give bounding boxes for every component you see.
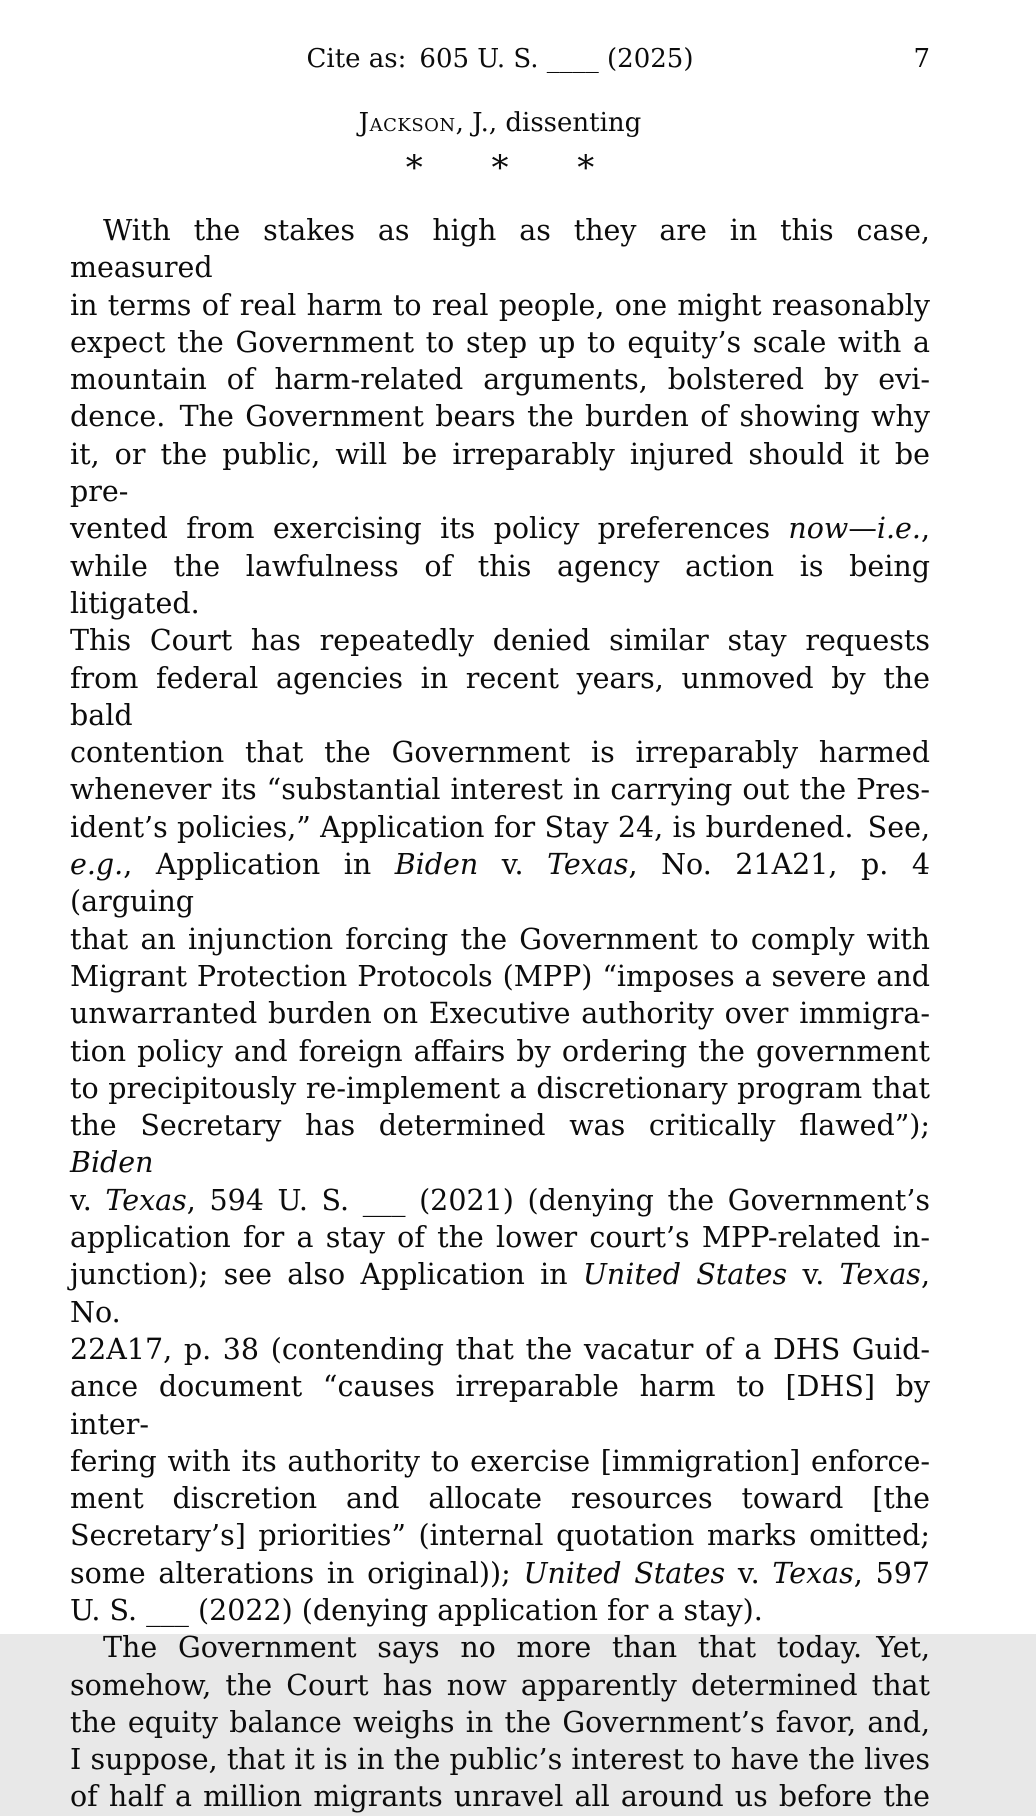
text: — xyxy=(848,512,877,546)
italic-text: United States xyxy=(582,1258,788,1292)
running-head xyxy=(70,42,930,76)
body-line xyxy=(70,660,930,735)
text: some alterations in original)); xyxy=(70,1556,524,1590)
text: somehow, the Court has now apparently determined that xyxy=(70,1668,930,1702)
italic-text: Texas xyxy=(839,1258,921,1292)
text: v. xyxy=(70,1183,106,1217)
text: dence. The Government bears the burden of showing why xyxy=(70,400,930,434)
text: vented from exercising its policy preferences xyxy=(70,512,789,546)
author-name: Jackson xyxy=(358,108,456,138)
body-line xyxy=(70,809,930,846)
text: With the stakes as high as they are in this case, measured xyxy=(70,214,930,285)
text: 22A17, p. 38 (contending that the vacatur of a DHS Guid- xyxy=(70,1332,930,1366)
text: I suppose, that it is in the public’s interest to have the lives xyxy=(70,1743,930,1777)
text: expect the Government to step up to equity’s scale with a xyxy=(70,325,930,359)
text: junction); see also Application in xyxy=(70,1258,583,1292)
text: , No. 21A21, p. 4 (arguing xyxy=(70,848,930,919)
body-line xyxy=(70,212,930,287)
opinion-body xyxy=(70,212,930,1816)
paragraph xyxy=(70,1629,930,1815)
section-break-stars: * * * xyxy=(405,148,595,188)
text: v. xyxy=(725,1556,773,1590)
text: ment discretion and allocate resources toward [the xyxy=(70,1482,930,1516)
body-line xyxy=(70,510,930,547)
italic-text: Texas xyxy=(105,1183,187,1217)
italic-text: now xyxy=(788,512,849,546)
body-line xyxy=(70,324,930,361)
text: unwarranted burden on Executive authority over immigra- xyxy=(70,997,930,1031)
body-line xyxy=(70,1704,930,1741)
body-line xyxy=(70,1592,930,1629)
body-line xyxy=(70,1033,930,1070)
text: Migrant Protection Protocols (MPP) “imposes a severe and xyxy=(70,959,930,993)
text: , xyxy=(920,512,930,546)
body-line xyxy=(70,1741,930,1778)
text: Secretary’s] priorities” (internal quotation marks omitted; xyxy=(70,1519,930,1553)
body-line xyxy=(70,398,930,435)
body-line xyxy=(70,548,930,623)
text: to precipitously re-implement a discretionary program that xyxy=(70,1071,930,1105)
text: , 594 U. S. ___ (2021) (denying the Government’s xyxy=(186,1183,931,1217)
text: it, or the public, will be irreparably injured should it be pre- xyxy=(70,437,930,509)
body-line xyxy=(70,1555,930,1592)
text: , Application in xyxy=(123,848,395,882)
italic-text: Texas xyxy=(772,1556,854,1590)
text: ident’s policies,” Application for Stay 24, is burdened. See, xyxy=(70,810,930,844)
body-line xyxy=(70,1368,930,1443)
text: fering with its authority to exercise [immigration] enforce- xyxy=(70,1444,930,1478)
paragraph xyxy=(70,212,930,1629)
text: , No. xyxy=(70,1258,930,1329)
text: tion policy and foreign affairs by ordering the government xyxy=(70,1034,930,1068)
body-line xyxy=(70,995,930,1032)
italic-text: e.g. xyxy=(70,848,124,882)
text: contention that the Government is irreparably harmed xyxy=(70,736,930,770)
opinion-author-line xyxy=(70,106,930,140)
text: the Secretary has determined was critically flawed”); xyxy=(70,1109,930,1143)
body-line xyxy=(70,1629,930,1666)
text: U. S. ___ (2022) (denying application for a stay). xyxy=(70,1593,763,1627)
body-line xyxy=(70,1070,930,1107)
italic-text: Biden xyxy=(70,1146,154,1180)
body-line xyxy=(70,287,930,324)
text: while the lawfulness of this agency action is being litigated. xyxy=(70,549,930,620)
body-line xyxy=(70,1517,930,1554)
text: mountain of harm-related arguments, bolstered by evi- xyxy=(70,363,930,397)
body-line xyxy=(70,846,930,921)
text: from federal agencies in recent years, unmoved by the bald xyxy=(70,661,930,732)
body-line xyxy=(70,1107,930,1182)
body-line xyxy=(70,1219,930,1256)
body-line xyxy=(70,436,930,511)
text: application for a stay of the lower court’s MPP-related in- xyxy=(70,1221,930,1255)
italic-text: United States xyxy=(523,1556,726,1590)
italic-text: i.e. xyxy=(876,512,921,546)
text: This Court has repeatedly denied similar stay requests xyxy=(70,624,930,658)
body-line xyxy=(70,958,930,995)
text: in terms of real harm to real people, one might reasonably xyxy=(70,288,930,322)
author-suffix: , J., dissenting xyxy=(455,108,642,138)
body-line xyxy=(70,1667,930,1704)
body-line xyxy=(70,771,930,808)
body-line xyxy=(70,1182,930,1219)
text: v. xyxy=(478,848,548,882)
italic-text: Biden xyxy=(394,848,479,882)
body-line xyxy=(70,622,930,659)
body-line xyxy=(70,361,930,398)
text: The Government says no more than that today. Yet, xyxy=(103,1631,930,1665)
body-line xyxy=(70,1480,930,1517)
body-line xyxy=(70,1331,930,1368)
italic-text: Texas xyxy=(547,848,629,882)
text: whenever its “substantial interest in carrying out the Pres- xyxy=(70,773,930,807)
text: the equity balance weighs in the Government’s favor, and, xyxy=(70,1705,930,1739)
body-line xyxy=(70,921,930,958)
body-line xyxy=(70,1443,930,1480)
body-line xyxy=(70,1256,930,1331)
text: ance document “causes irreparable harm to [DHS] by inter- xyxy=(70,1370,930,1441)
text: of half a million migrants unravel all around us before the xyxy=(70,1780,930,1814)
text: that an injunction forcing the Government to comply with xyxy=(70,922,930,956)
text: v. xyxy=(787,1258,840,1292)
text: , 597 xyxy=(853,1556,930,1590)
body-line xyxy=(70,734,930,771)
body-line xyxy=(70,1778,930,1815)
running-head-cite: Cite as: 605 U. S. ____ (2025) xyxy=(306,44,694,74)
page-number: 7 xyxy=(913,44,930,74)
